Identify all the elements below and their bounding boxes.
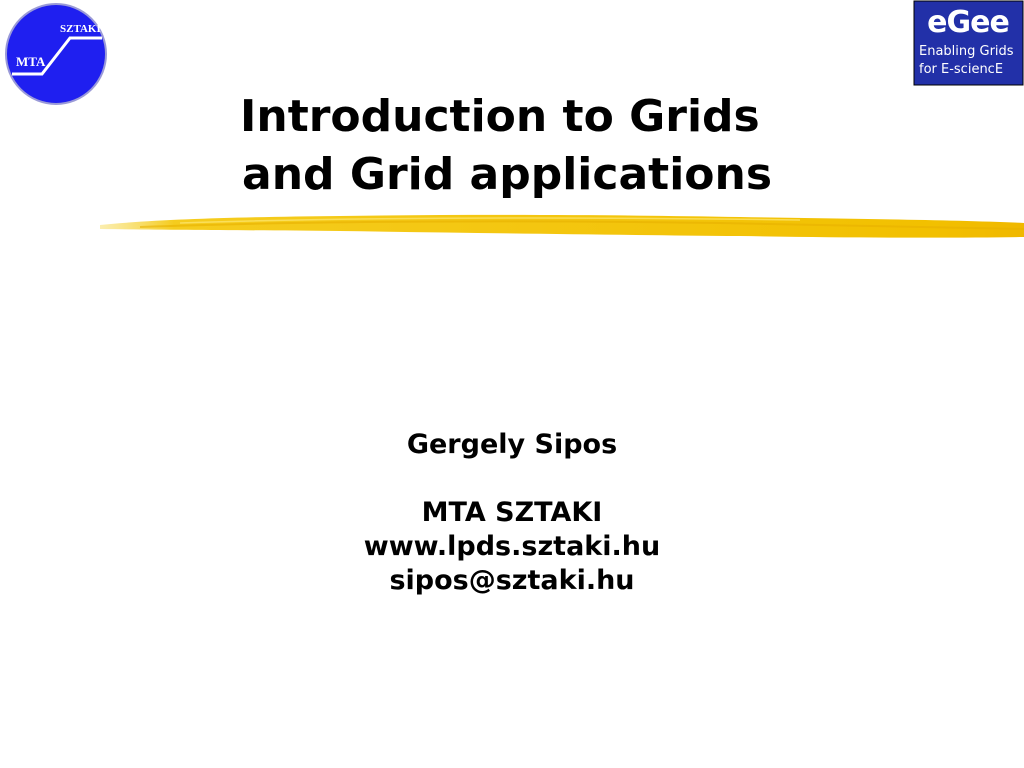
title-line-1: Introduction to Grids (240, 91, 760, 142)
title-underline-stroke (100, 205, 1024, 245)
slide-title (180, 88, 900, 204)
egee-tagline-line1: Enabling Grids (919, 44, 1014, 59)
egee-wordmark: eGee (927, 5, 1009, 40)
mta-logo-text: MTA (16, 54, 46, 69)
author-name: Gergely Sipos (406, 429, 618, 460)
sztaki-logo-text: SZTAKI (60, 23, 101, 35)
author-info (262, 428, 762, 598)
author-website[interactable]: www.lpds.sztaki.hu (363, 531, 661, 562)
author-organization: MTA SZTAKI (421, 497, 603, 528)
title-line-2: and Grid applications (242, 149, 773, 200)
egee-tagline-line2: for E-sciencE (919, 62, 1004, 77)
mta-sztaki-logo (4, 2, 108, 106)
author-email[interactable]: sipos@sztaki.hu (389, 565, 635, 596)
egee-logo (913, 0, 1024, 86)
